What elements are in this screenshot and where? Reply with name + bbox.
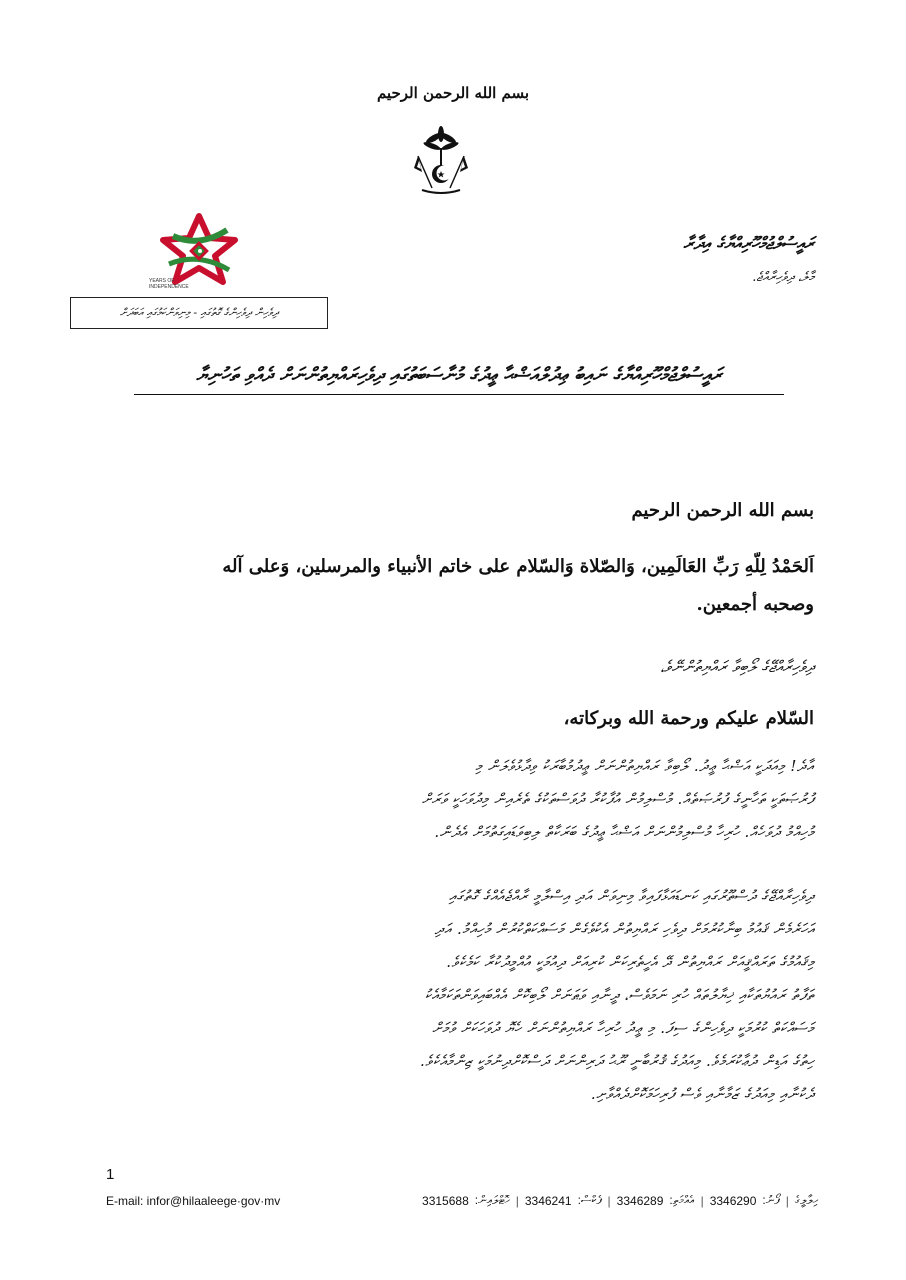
national-motto-box <box>70 297 328 329</box>
paragraph-line: ދެކުނާއި މިއަދުގެ ޒަމާނާއި ވެސް ފުރިހަމަކޮށްދެއްވާށި. <box>590 1085 814 1103</box>
national-motto: ދިވެހިން ދިވެހިންގެ ގޮތުގައި - މިނިވަންކަމުގައި އަބަދަށް <box>119 306 279 319</box>
salaam-line: السّلام عليكم ورحمة الله وبركاته، <box>563 708 814 729</box>
footer-separator: | <box>515 1193 519 1208</box>
greeting-line: ދިވެހިރާއްޖޭގެ ލޯބިވާ ރައްޔިތުންނޭވެ، <box>659 657 814 676</box>
document-headline: ރައީސުލްޖުމްހޫރިއްޔާގެ ނައިބު ޢިދުލްއަޟްޙާ ޢީދުގެ މުނާސަބަތުގައި ދިވެހިރައްޔިތުންނަށް ދެއްވި ތަހުނިޔާ <box>134 364 784 395</box>
paragraph-line: އާދެ! މިއަދަކީ އަޟްޙާ ޢީދު. ލޯބިވާ ރައްޔިތުންނަށް ޢީދުމުބާރަކު ވިދާޅުވެލަން މި <box>475 757 814 775</box>
paragraph-line: ދިވެހިރާއްޖޭގެ ދުސްތޫރުގައި ކަނޑައަޅާފައިވާ މިނިވަން އަދި އިސްލާމީ ރާއްޖެއެއްގެ ގޮތުގައި <box>448 887 814 905</box>
fax-number: 3346241 <box>524 1193 572 1208</box>
phone2-number: 3346289 <box>616 1193 664 1208</box>
body-paragraph-2 <box>94 880 814 1111</box>
paragraph-line: މުހިއްމު ދުވަހެއް. ހުރިހާ މުސްލިމުންނަށް އަޟްޙާ ޢީދުގެ ބަރަކާތް ލިބިވަޑައިގަތުމަށް އެދެން. <box>434 823 814 841</box>
paragraph-line: މަސައްކަތް ކުރުމަކީ ދިވެހިންގެ ސިފަ. މި ޢީދު ހުރިހާ ރައްޔިތުންނަށް ހެޔޮ ދުވަހަކަށް ވުމަށް <box>432 1019 814 1037</box>
independence-jubilee-logo-icon <box>143 208 255 292</box>
phone2-label: އެއްމަތި: <box>669 1193 695 1207</box>
hotline-label: ހޮޓްލައިން: <box>474 1193 510 1207</box>
hamd-line: وصحبه أجمعين. <box>696 594 814 615</box>
paragraph-line: އަހަރެމެން ޤައުމު ބިނާކުރުމަށް ދިވެހި ރައްޔިތުން އެކުވެގެން މަސައްކަތްކުރުން މުހިއްމު. އަދި <box>434 920 814 938</box>
body-basmala: بسم الله الرحمن الرحيم <box>631 500 814 521</box>
paragraph-line: ފުރުޞަތަކީ ތަހާނީގެ ފުރުޞަތެއް. މުސްލިމުން އުފާކުރާ ދުވަސްތަކުގެ ތެރެއިން މިދުވަހަކީ ވަރަށް <box>421 790 814 808</box>
phone-number: 3346290 <box>709 1193 757 1208</box>
footer-location: ހިލާލީގެ <box>794 1193 818 1207</box>
fax-label: ފެކްސް: <box>577 1193 602 1207</box>
page-number: 1 <box>106 1166 115 1183</box>
hotline-number: 3315688 <box>422 1193 469 1208</box>
footer-email[interactable]: E-mail: infor@hilaaleege·gov·mv <box>106 1193 281 1208</box>
top-basmala: بسم الله الرحمن الرحيم <box>376 84 530 102</box>
paragraph-line: ތަފާތު ރައުޔުތަކާއި ޚިޔާލުތައް ހުރި ނަމަވެސް، ދީނާއި ވަޠަނަށް ލޯބިކޮށް އެއްބައިވަންތަކަމާއެކު <box>424 986 814 1004</box>
hamd-line: اَلحَمْدُ لِلّهِ رَبِّ العَالَمِين، وَالصّلاة وَالسّلام على خاتم الأنبياء والمرسلين، وَعلى آله <box>222 556 814 577</box>
paragraph-line: ހިތުގެ އަޑިން ދުޢާކުރަމެވެ. މިއަދުގެ ޤުރުބާނީ ރޫޙު ދަރިންނަށް ދަސްކޮށްދިނުމަކީ ޒިންމާއެކެވެ. <box>420 1052 814 1070</box>
svg-text:INDEPENDENCE: INDEPENDENCE <box>149 284 189 290</box>
footer-separator: | <box>700 1193 704 1208</box>
phone-label: ފޯނު: <box>762 1193 780 1207</box>
office-name: ރައީސުލްޖުމްހޫރިއްޔާގެ އިދާރާ <box>683 234 814 254</box>
body-paragraph-1 <box>94 750 814 849</box>
national-emblem-icon <box>410 126 472 198</box>
svg-text:YEARS OF: YEARS OF <box>149 278 175 284</box>
footer-contact-bar <box>106 1193 818 1208</box>
footer-separator: | <box>607 1193 611 1208</box>
footer-separator: | <box>785 1193 789 1208</box>
office-address: މާލެ، ދިވެހިރާއްޖެ. <box>752 270 814 285</box>
hamd-paragraph <box>94 548 814 624</box>
footer-phones <box>422 1193 818 1208</box>
paragraph-line: މިޤައުމުގެ ތަރައްޤީއަށް ރައްޔިތުން ދޭ އެހީތެރިކަން ކުރިއަށް ދިއުމަކީ އުއްމީދުކުރާ ކަމެކެވެ. <box>446 953 814 971</box>
